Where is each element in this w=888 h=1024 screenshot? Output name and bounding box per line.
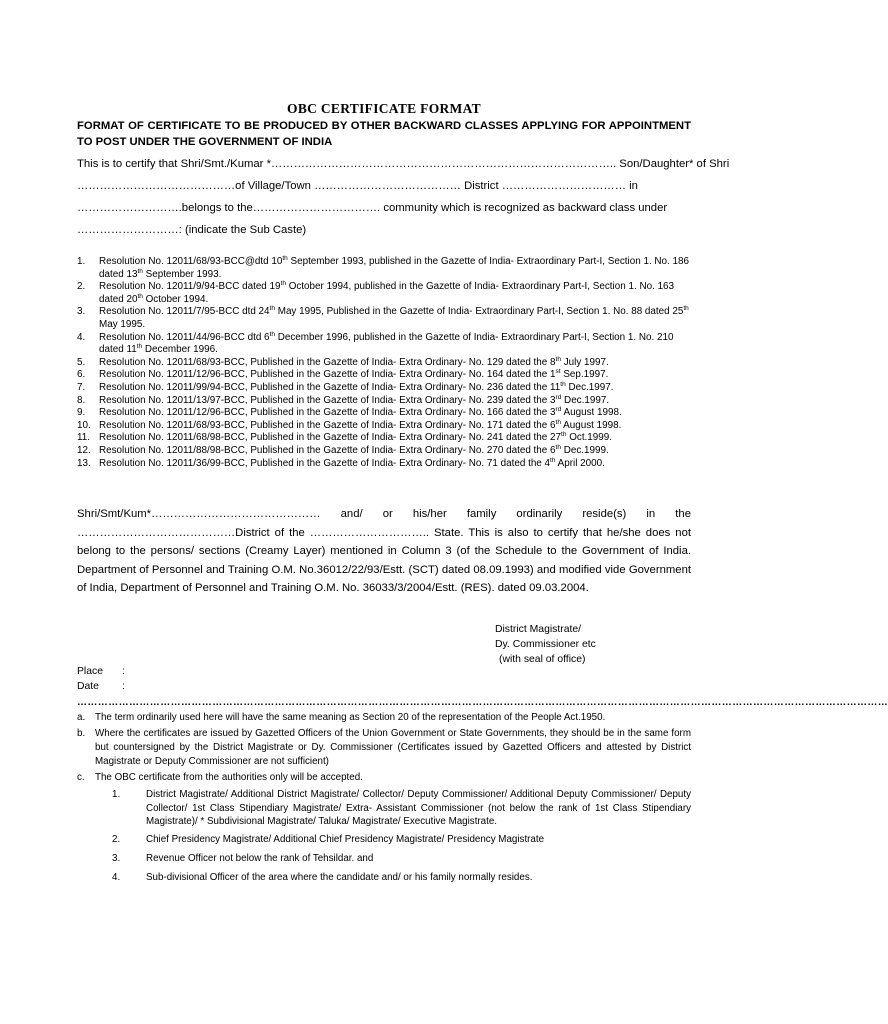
resolution-text: Resolution No. 12011/88/98-BCC, Published in the Gazette of India- Extra Ordinary- No. 270 dated the 6 — [99, 444, 556, 456]
resolution-item — [77, 432, 691, 445]
ordinal-suffix: rd — [555, 406, 562, 414]
resolution-number: 13. — [77, 457, 91, 469]
resolution-text: December 1996, published in the Gazette of India- Extraordinary Part-I, Section 1. No. 210 dated 11 — [99, 331, 674, 356]
authority-number: 3. — [112, 853, 121, 864]
place-label: Place — [77, 666, 103, 677]
resolution-number: 2. — [77, 281, 86, 293]
resolution-item — [77, 458, 691, 471]
place-row — [77, 664, 125, 679]
resolution-number: 9. — [77, 407, 86, 419]
authority-number: 2. — [112, 834, 121, 845]
resolution-text: Resolution No. 12011/12/96-BCC, Published in the Gazette of India- Extra Ordinary- No. 166 dated the 3 — [99, 407, 556, 419]
ordinal-suffix: th — [280, 280, 286, 288]
resolution-text: Resolution No. 12011/68/93-BCC, Published in the Gazette of India- Extra Ordinary- No. 171 dated the 6 — [99, 419, 556, 431]
resolution-number: 7. — [77, 381, 86, 393]
resolution-text: Resolution No. 12011/68/98-BCC, Published in the Gazette of India- Extra Ordinary- No. 241 dated the 27 — [99, 432, 562, 444]
ordinal-suffix: rd — [555, 393, 562, 401]
ordinal-suffix: th — [555, 418, 561, 426]
ordinal-suffix: th — [269, 330, 275, 338]
resolution-list — [77, 256, 691, 470]
authority-item-4 — [112, 871, 691, 885]
resolution-item — [77, 445, 691, 458]
resolution-item — [77, 420, 691, 433]
page-subtitle: FORMAT OF CERTIFICATE TO BE PRODUCED BY OTHER BACKWARD CLASSES APPLYING FOR APPOINTMENT TO POST UNDER THE GOVERNMENT OF INDIA — [77, 120, 691, 148]
ordinal-suffix: th — [550, 456, 556, 464]
certify-line-1: This is to certify that Shri/Smt./Kumar *……………………………………………………………………………….. Son/Daughter* of Shri — [77, 158, 730, 170]
signature-line-3: (with seal of office) — [499, 654, 586, 665]
resolution-text: Resolution No. 12011/44/96-BCC dtd 6 — [99, 331, 270, 343]
signature-line-1: District Magistrate/ — [495, 624, 582, 635]
resolution-text: Resolution No. 12011/13/97-BCC, Published in the Gazette of India- Extra Ordinary- No. 239 dated the 3 — [99, 394, 556, 406]
authority-item-3 — [112, 852, 691, 866]
ordinal-suffix: th — [269, 305, 275, 313]
date-label: Date — [77, 681, 99, 692]
ordinal-suffix: th — [137, 292, 143, 300]
note-a — [77, 711, 691, 725]
resolution-item — [77, 395, 691, 408]
note-text: Where the certificates are issued by Gazetted Officers of the Union Government or State Governments, they should be in the same form but countersigned by the District Magistrate or Dy. Commissioner (Certificates issued by Gazetted Officers and attested by District Magistrate or Deputy Commissioner are not sufficient) — [95, 728, 691, 767]
note-c — [77, 771, 691, 785]
resolution-text: December 1996. — [142, 344, 218, 356]
resolution-item — [77, 369, 691, 382]
authority-text: Sub-divisional Officer of the area where the candidate and/ or his family normally resides. — [146, 872, 533, 883]
resolution-text: Sep.1997. — [560, 369, 609, 381]
ordinal-suffix: th — [561, 431, 567, 439]
ordinal-suffix: th — [137, 267, 143, 275]
resolution-number: 11. — [77, 432, 90, 444]
resolution-text: July 1997. — [560, 356, 609, 368]
ordinal-suffix: th — [136, 343, 143, 351]
notes-list — [77, 711, 691, 787]
authority-item-2 — [112, 833, 691, 847]
resolution-text: Dec.1999. — [560, 444, 609, 456]
resolution-number: 4. — [77, 331, 86, 343]
note-text: The OBC certificate from the authorities only will be accepted. — [95, 772, 363, 783]
signature-line-2: Dy. Commissioner etc — [495, 639, 596, 650]
resolution-text: Resolution No. 12011/99/94-BCC, Published in the Gazette of India- Extra Ordinary- No. 236 dated the 11 — [99, 381, 561, 393]
resolution-item — [77, 306, 691, 331]
resolution-text: October 1994, published in the Gazette of India- Extraordinary Part-I, Section 1. No. 163 dated 20 — [99, 281, 675, 305]
resolution-text: Resolution No. 12011/12/96-BCC, Published in the Gazette of India- Extra Ordinary- No. 164 dated the 1 — [99, 369, 556, 381]
certify-line-3: ……………………….belongs to the……………………………. community which is recognized as backward class under — [77, 202, 668, 214]
resolution-text: October 1994. — [142, 293, 209, 305]
resolution-text: Resolution No. 12011/7/95-BCC dtd 24 — [99, 306, 270, 318]
resolution-text: August 1998. — [561, 407, 622, 419]
authority-text: Chief Presidency Magistrate/ Additional Chief Presidency Magistrate/ Presidency Magistrate — [146, 834, 545, 845]
ordinal-suffix: th — [560, 380, 566, 388]
authority-text: District Magistrate/ Additional District Magistrate/ Collector/ Deputy Commissioner/ Additional Deputy Commissioner/ Deputy Collector/ 1st Class Stipendiary Magistrate/ Extra- Assistant Commissioner (not below the rank of 1st Class Stipendiary Magistrate)/ * Subdivisional Magistrate/ Taluka/ Magistrate/ Executive Magistrate. — [146, 789, 691, 827]
resolution-text: August 1998. — [560, 419, 622, 431]
resolution-text: September 1993. — [142, 268, 222, 280]
note-label: b. — [77, 728, 86, 739]
date-colon: : — [122, 681, 125, 692]
resolution-item — [77, 281, 691, 306]
declaration-rest: ……………………………………District of the ………………………….. State. This is also to certify that he/she does not belong to the persons/ sections (Creamy Layer) mentioned in Column 3 (of the Schedule to the Government of India. Department of Personnel and Training O.M. No.36012/22/93/Estt. (SCT) dated 08.09.1993) and modified vide Government of India, Department of Personnel and Training O.M. No. 36033/3/2004/Estt. (RES). dated 09.03.2004. — [77, 526, 691, 594]
resolution-number: 3. — [77, 306, 86, 318]
resolution-number: 8. — [77, 394, 86, 406]
date-row — [77, 679, 125, 694]
resolution-text: May 1995, Published in the Gazette of India- Extraordinary Part-I, Section 1. No. 88 dated 25 — [274, 306, 684, 318]
resolution-number: 5. — [77, 356, 86, 368]
certify-line-4: ………………………: (indicate the Sub Caste) — [77, 224, 307, 236]
resolution-number: 6. — [77, 369, 86, 381]
resolution-number: 1. — [77, 256, 86, 267]
note-text: The term ordinarily used here will have the same meaning as Section 20 of the representation of the People Act.1950. — [95, 712, 606, 723]
ordinal-suffix: th — [683, 305, 689, 313]
note-label: c. — [77, 772, 85, 783]
certify-line-2: ……………………………………of Village/Town ………………………………… District …………………………… in — [77, 180, 638, 192]
declaration-first-line: Shri/Smt/Kum*……………………………………… and/ or his/her family ordinarily reside(s) in the — [77, 508, 691, 520]
note-label: a. — [77, 712, 86, 723]
resolution-item — [77, 407, 691, 420]
resolution-item — [77, 332, 691, 357]
resolution-text: April 2000. — [555, 457, 605, 469]
authority-number: 4. — [112, 872, 121, 883]
resolution-text: Resolution No. 12011/36/99-BCC, Published in the Gazette of India- Extra Ordinary- No. 71 dated the 4 — [99, 457, 551, 469]
page-title: OBC CERTIFICATE FORMAT — [287, 101, 481, 116]
separator-line: ……………………………………………………………………………………………………………………………………………………………………………………………………………… — [77, 697, 888, 708]
ordinal-suffix: th — [555, 443, 561, 451]
resolution-text: Resolution No. 12011/68/93-BCC, Published in the Gazette of India- Extra Ordinary- No. 129 dated the 8 — [99, 356, 556, 368]
authority-item-1 — [112, 788, 691, 829]
resolution-text: September 1993, published in the Gazette of India- Extraordinary Part-I, Section 1. No. 186 dated 13 — [99, 256, 690, 280]
authority-text: Revenue Officer not below the rank of Tehsildar. and — [146, 853, 374, 864]
declaration-paragraph — [77, 505, 691, 598]
resolution-text: May 1995. — [99, 318, 146, 330]
resolution-item — [77, 357, 691, 370]
resolution-text: Dec.1997. — [565, 381, 614, 393]
ordinal-suffix: th — [555, 355, 561, 363]
place-colon: : — [122, 666, 125, 677]
resolution-number: 10. — [77, 419, 91, 431]
resolution-text: Oct.1999. — [566, 432, 613, 444]
resolution-item — [77, 256, 691, 281]
note-b — [77, 727, 691, 769]
ordinal-suffix: th — [282, 255, 288, 262]
resolution-number: 12. — [77, 444, 91, 456]
resolution-item — [77, 382, 691, 395]
authority-number: 1. — [112, 789, 121, 800]
resolution-text: Resolution No. 12011/9/94-BCC dated 19 — [99, 281, 281, 293]
resolution-text: Dec.1997. — [561, 394, 610, 406]
resolution-text: Resolution No. 12011/68/93-BCC@dtd 10 — [99, 256, 283, 267]
signature-block — [495, 622, 596, 667]
ordinal-suffix: st — [555, 368, 561, 376]
